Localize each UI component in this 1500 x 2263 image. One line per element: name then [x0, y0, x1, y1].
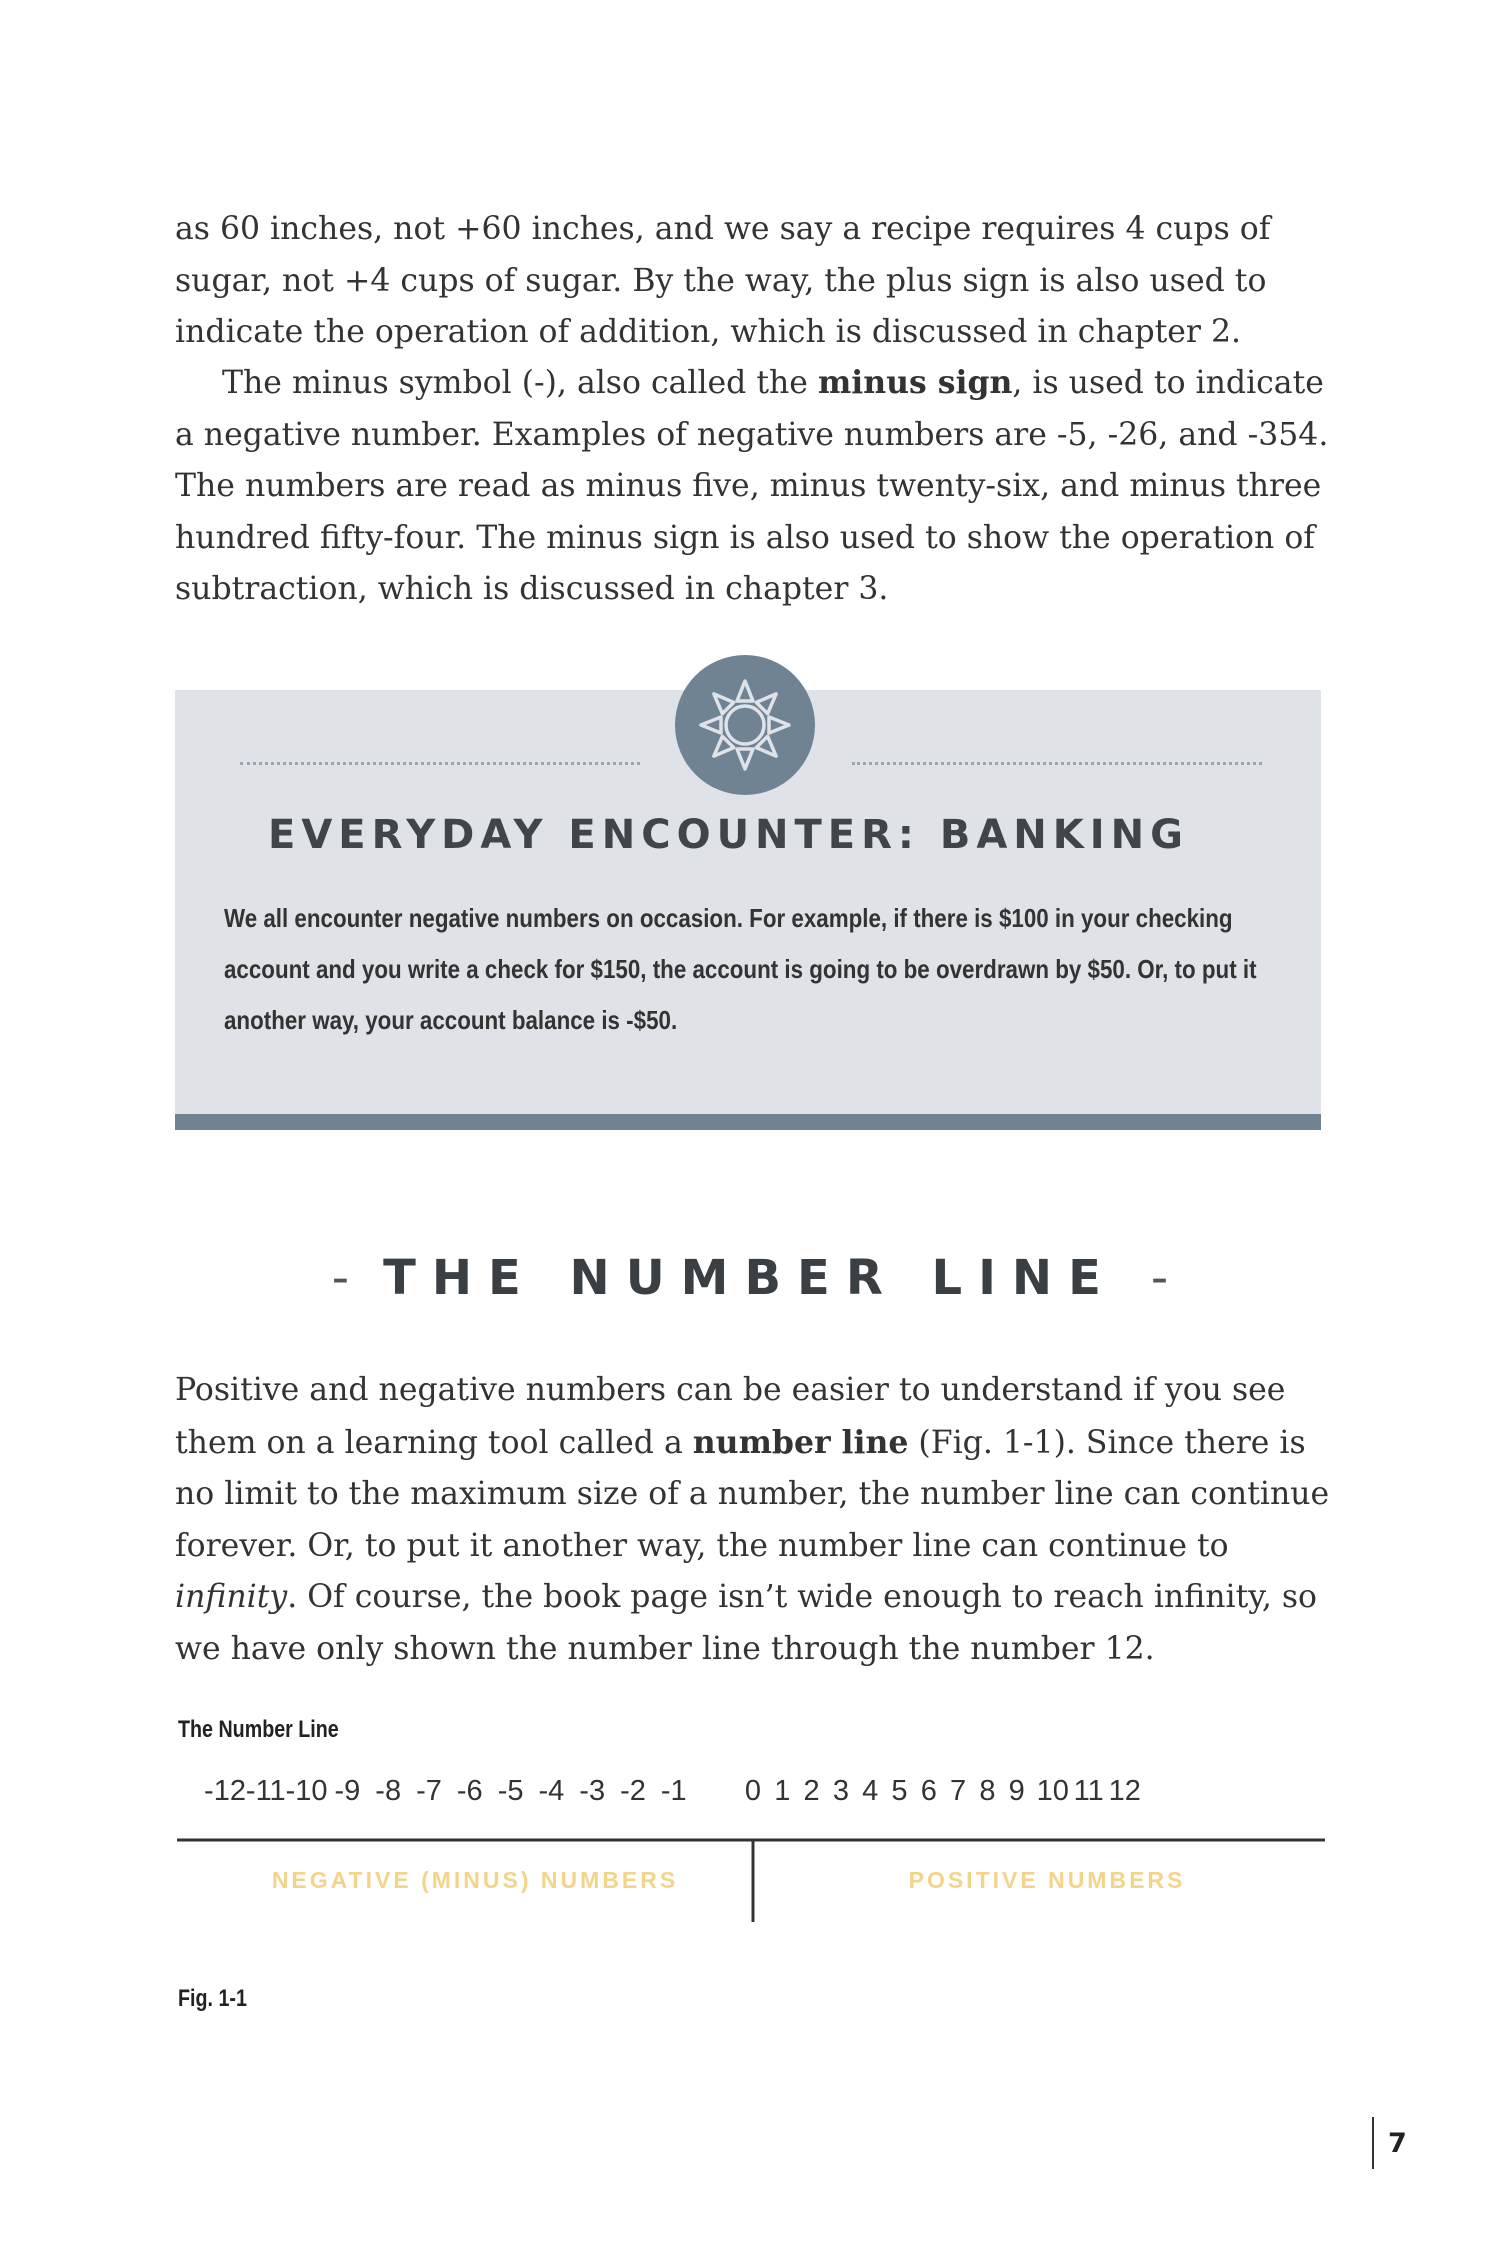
tick-label: -12 — [204, 1775, 246, 1807]
tick-label: 2 — [803, 1775, 820, 1807]
tick-label: 8 — [979, 1775, 996, 1807]
negative-numbers-label: NEGATIVE (MINUS) NUMBERS — [271, 1867, 679, 1893]
tick-label: -8 — [375, 1775, 402, 1807]
text-run: Positive and negative numbers can be easier to understand if you see them on a learning tool called a — [175, 1372, 1286, 1461]
paragraph-intro — [175, 204, 1335, 359]
page-number-rule — [1372, 2117, 1374, 2169]
section-heading — [0, 1250, 1500, 1306]
tick-label: 4 — [862, 1775, 879, 1807]
tick-label: 11 — [1073, 1775, 1104, 1807]
figure-title: The Number Line — [178, 1716, 339, 1743]
tick-label: 3 — [832, 1775, 849, 1807]
tick-label: -1 — [660, 1775, 687, 1807]
page-number: 7 — [1388, 2128, 1407, 2159]
tick-label: 9 — [1008, 1775, 1025, 1807]
tick-label: -2 — [620, 1775, 646, 1807]
tick-label: 12 — [1108, 1775, 1141, 1807]
tick-label: -10 — [285, 1775, 328, 1807]
text-run: . Of course, the book page isn’t wide enough to reach infinity, so we have only shown the number line through the number 12. — [175, 1579, 1317, 1667]
tick-label: -11 — [245, 1775, 286, 1807]
heading-dash-right: - — [1150, 1250, 1169, 1306]
tick-label: 0 — [744, 1775, 762, 1807]
tick-label: -5 — [497, 1775, 524, 1807]
text-run: as 60 inches, not +60 inches, and we say a recipe requires 4 cups of sugar, not +4 cups of sugar. By the way, the plus sign is also used to indicate the operation of addition, which is discussed in chapter 2. — [175, 211, 1271, 350]
box-bottom-rule — [175, 1114, 1321, 1130]
sun-emblem-icon — [675, 655, 815, 795]
tick-label: 7 — [950, 1775, 967, 1807]
positive-numbers-label: POSITIVE NUMBERS — [908, 1867, 1186, 1893]
tick-label: -4 — [538, 1775, 565, 1807]
box-body-text: We all encounter negative numbers on occasion. For example, if there is $100 in your checking account and you write a check for $150, the account is going to be overdrawn by $50. Or, to put it another way, your account balance is -$50. — [224, 903, 1257, 1035]
text-run: (Fig. 1-1). Since there is no limit to the maximum size of a number, the number line can continue forever. Or, to put it another way, the number line can continue to — [175, 1424, 1330, 1564]
tick-label: -3 — [579, 1775, 606, 1807]
tick-label: -9 — [334, 1775, 361, 1807]
dotted-rule-left — [240, 762, 640, 765]
box-title: EVERYDAY ENCOUNTER: BANKING — [268, 812, 1189, 858]
dotted-rule-right — [852, 762, 1262, 765]
tick-label: 1 — [774, 1775, 791, 1807]
text-run: infinity — [175, 1579, 288, 1615]
tick-label: 10 — [1036, 1775, 1069, 1807]
section-heading-text: THE NUMBER LINE — [383, 1250, 1117, 1306]
text-run: The minus symbol (-), also called the — [222, 365, 818, 401]
tick-label: -7 — [416, 1775, 442, 1807]
number-line-figure — [175, 1770, 1325, 1940]
text-run: , is used to indicate a negative number. Examples of negative numbers are -5, -26, and -354. The numbers are read as minus five, minus twenty-six, and minus three hundred fifty-four. The minus sign is also used to show the operation of subtraction, which is discussed in chapter 3. — [175, 365, 1329, 607]
tick-label: 5 — [891, 1775, 908, 1807]
paragraph-minus-sign — [175, 357, 1335, 616]
tick-label: 6 — [920, 1775, 937, 1807]
heading-dash-left: - — [331, 1250, 350, 1306]
text-run: minus sign — [817, 364, 1013, 401]
text-run: number line — [692, 1423, 909, 1461]
tick-label: -6 — [456, 1775, 483, 1807]
paragraph-number-line — [175, 1365, 1335, 1675]
figure-caption: Fig. 1-1 — [178, 1985, 247, 2012]
